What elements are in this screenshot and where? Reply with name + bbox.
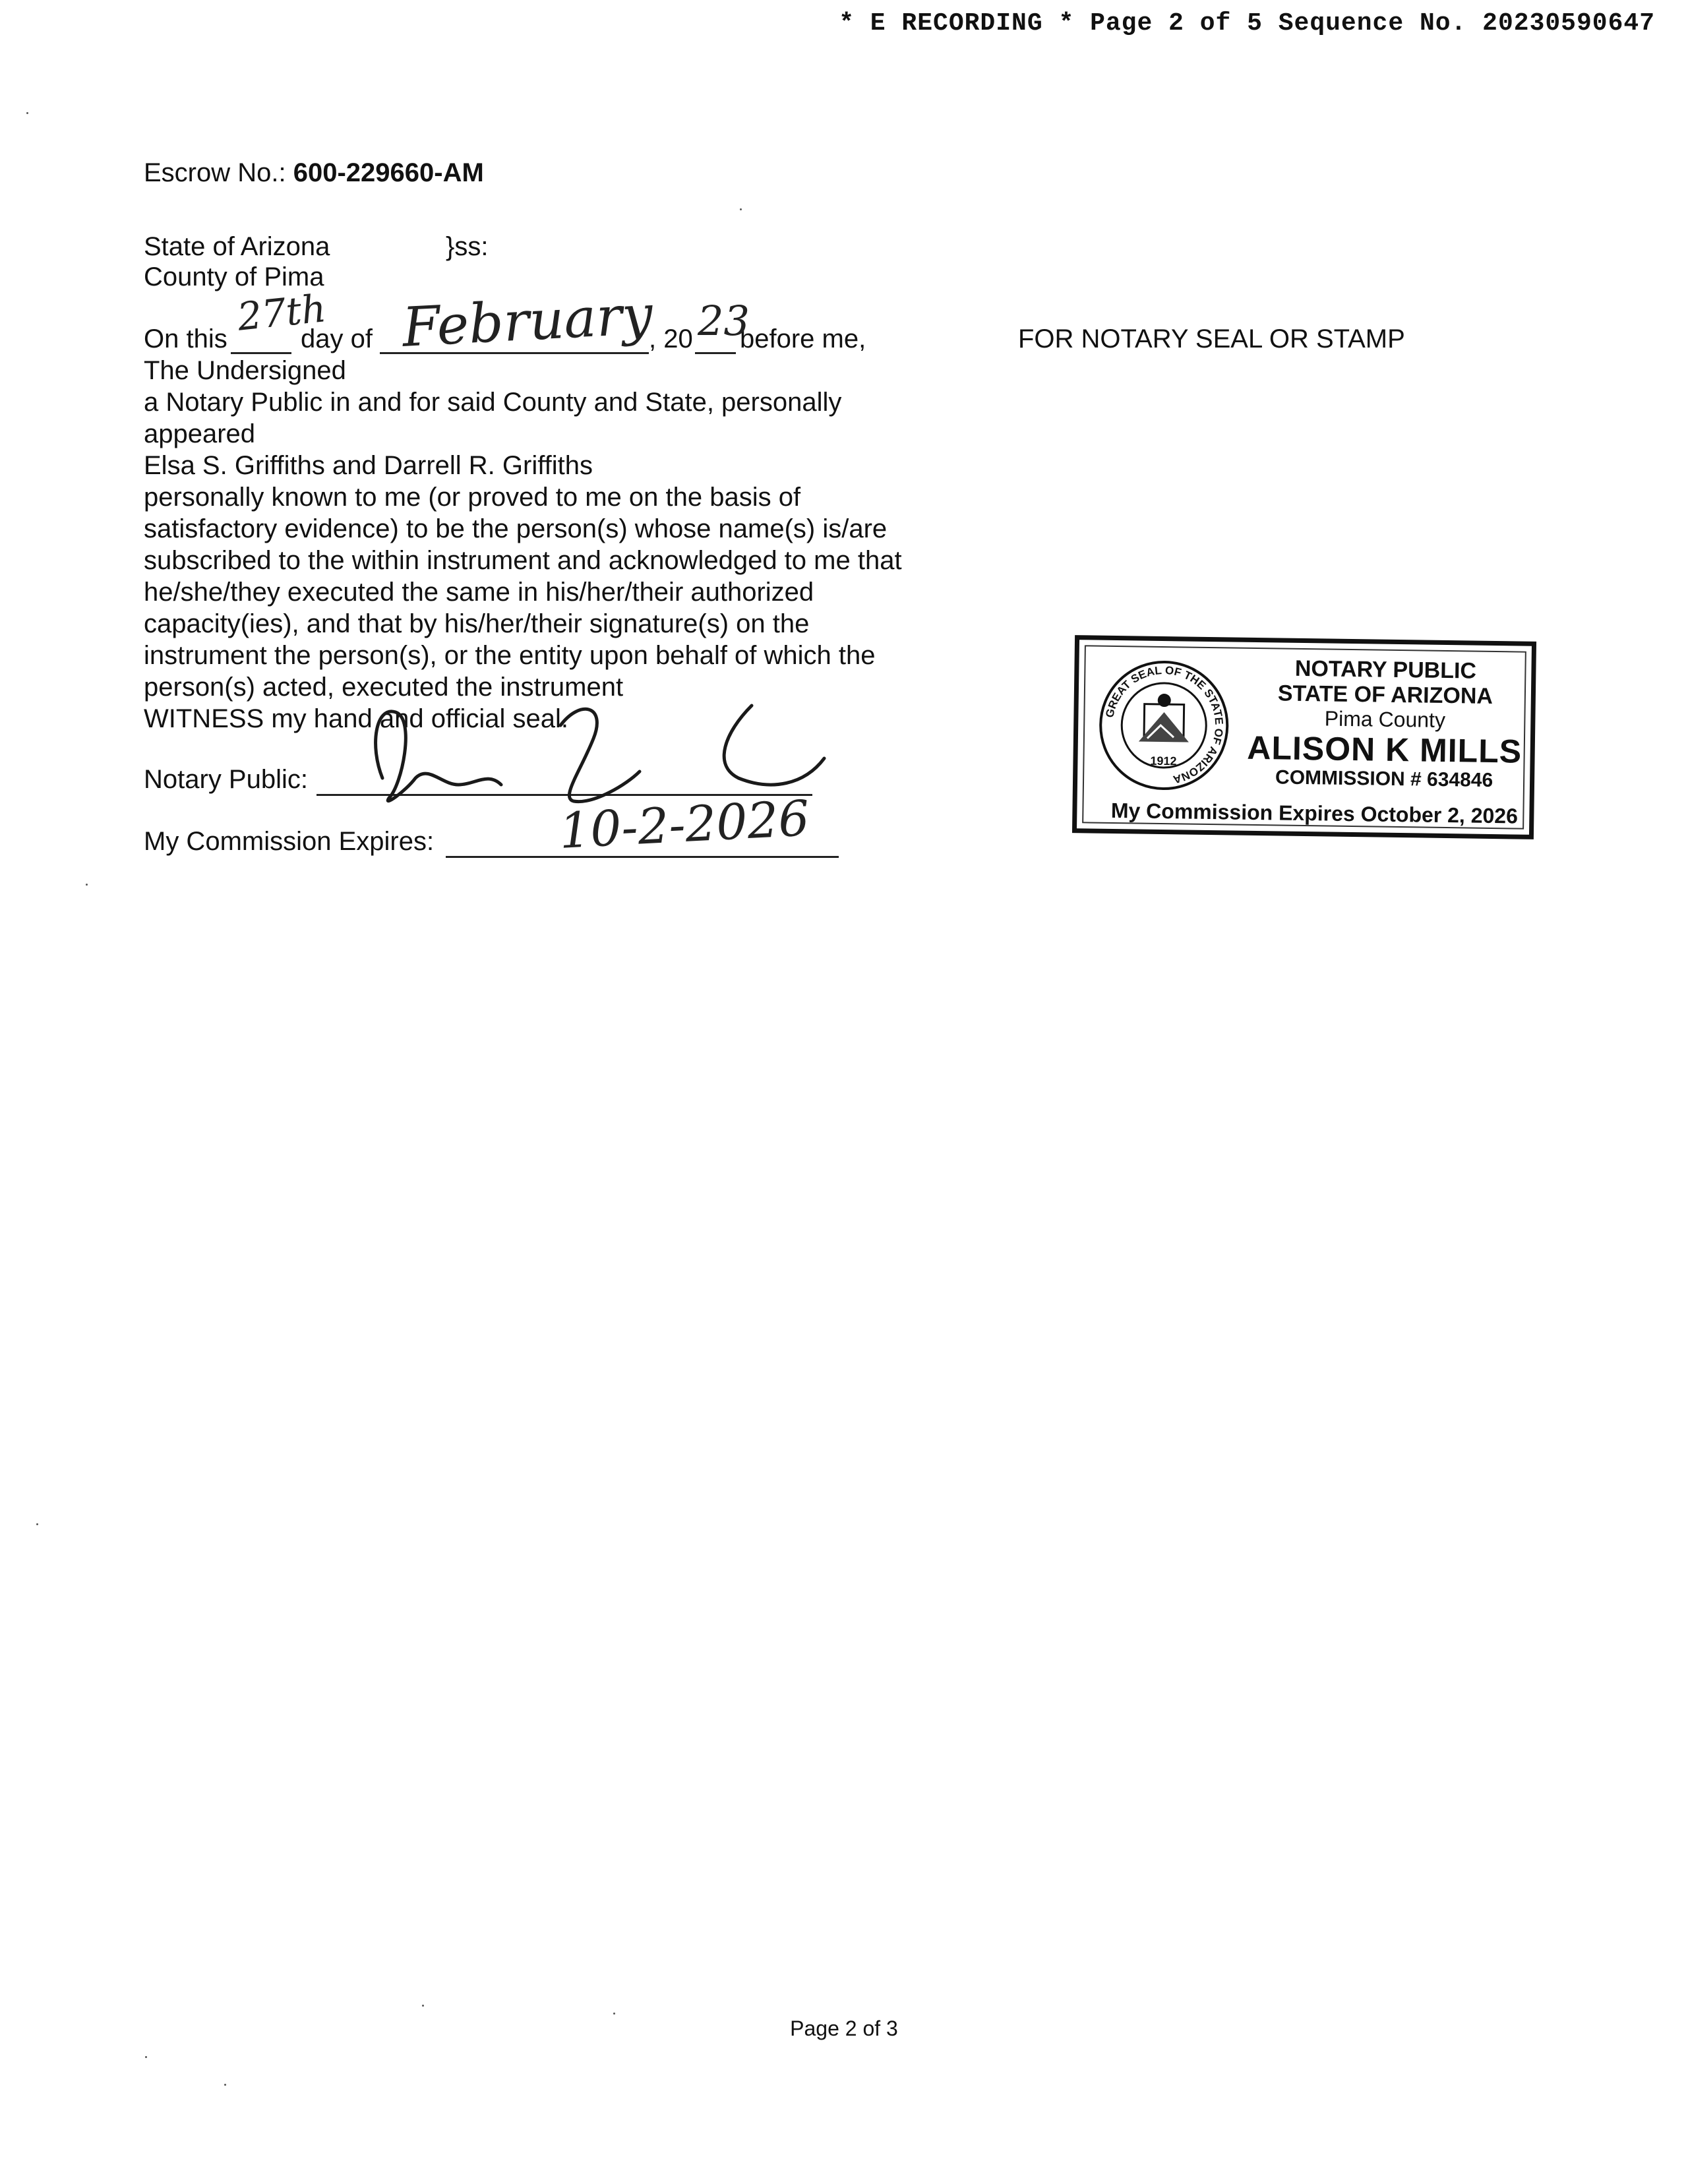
ack-line-9: he/she/they executed the same in his/her/their authorized [144, 578, 814, 607]
page-footer: Page 2 of 3 [790, 2017, 898, 2040]
escrow-line [144, 157, 484, 189]
seal-year: 1912 [1150, 754, 1177, 768]
escrow-number: 600-229660-AM [293, 158, 484, 187]
stamp-line-2: STATE OF ARIZONA [1277, 681, 1493, 709]
ack-line-4: appeared [144, 419, 256, 448]
handwritten-commission-date: 10-2-2026 [558, 790, 811, 860]
handwritten-year: 23 [698, 297, 750, 345]
scan-speck [224, 2084, 226, 2086]
witness-line: WITNESS my hand and official seal. [144, 704, 568, 733]
stamp-notary-name: ALISON K MILLS [1246, 729, 1522, 770]
ack-line-3: a Notary Public in and for said County and State, personally [144, 388, 842, 417]
signers-line: Elsa S. Griffiths and Darrell R. Griffiths [144, 451, 593, 480]
stamp-commission-number: COMMISSION # 634846 [1275, 766, 1493, 792]
stamp-text-block [1246, 655, 1524, 793]
ack-line-6: personally known to me (or proved to me on the basis of [144, 483, 801, 512]
commission-expires-label: My Commission Expires: [144, 827, 435, 856]
handwritten-month: February [400, 284, 655, 359]
handwritten-day: 27th [235, 286, 328, 340]
arizona-seal-icon [1097, 659, 1231, 793]
ack-line-11: instrument the person(s), or the entity upon behalf of which the [144, 641, 876, 670]
scan-speck [613, 2013, 615, 2015]
ss-mark: }ss: [446, 232, 489, 261]
notary-stamp [1072, 635, 1536, 839]
ack-line-10: capacity(ies), and that by his/her/their signature(s) on the [144, 609, 810, 638]
notary-public-label: Notary Public: [144, 765, 308, 794]
scan-speck [740, 208, 742, 210]
state-line: State of Arizona [144, 232, 330, 261]
scan-speck [422, 2005, 424, 2007]
officer-line: The Undersigned [144, 356, 346, 385]
scan-speck [145, 2056, 147, 2058]
ack-line-7: satisfactory evidence) to be the person(s) whose name(s) is/are [144, 514, 888, 543]
seal-area-label: FOR NOTARY SEAL OR STAMP [1018, 324, 1405, 353]
scan-speck [36, 1523, 38, 1525]
on-this-label: On this [144, 324, 227, 353]
recording-header: * E RECORDING * Page 2 of 5 Sequence No. 20230590647 [839, 9, 1655, 38]
day-of-label: day of [301, 324, 373, 353]
stamp-line-1: NOTARY PUBLIC [1294, 655, 1477, 684]
seal-ring-text: GREAT SEAL OF THE STATE OF ARIZONA [1103, 663, 1226, 786]
scan-speck [86, 884, 88, 886]
stamp-line-3: Pima County [1324, 706, 1446, 732]
stamp-expiration: My Commission Expires October 2, 2026 [1110, 798, 1519, 828]
escrow-label: Escrow No.: [144, 158, 286, 187]
year-prefix: , 20 [649, 324, 693, 353]
ack-line-12: person(s) acted, executed the instrument [144, 673, 624, 702]
county-line: County of Pima [144, 262, 324, 291]
before-me-label: before me, [740, 324, 866, 353]
scan-speck [26, 112, 28, 114]
ack-line-8: subscribed to the within instrument and acknowledged to me that [144, 546, 902, 575]
